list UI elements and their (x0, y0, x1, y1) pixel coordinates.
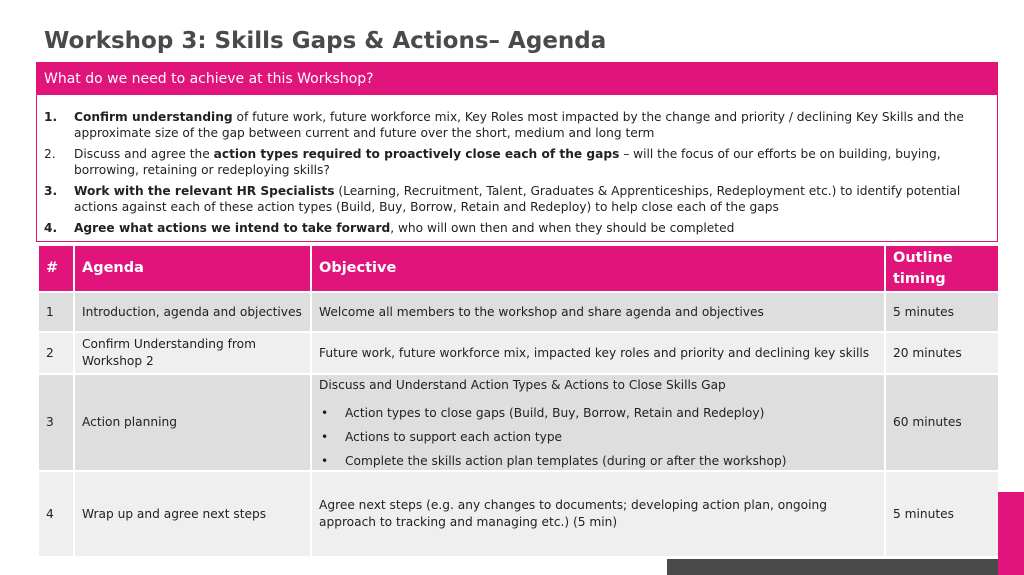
footer-pink-accent (998, 492, 1024, 575)
header-objective: Objective (311, 245, 885, 292)
header-agenda: Agenda (74, 245, 311, 292)
row-timing: 5 minutes (885, 471, 999, 557)
goal-item (37, 109, 997, 141)
row-number: 2 (38, 332, 74, 374)
row-number: 1 (38, 292, 74, 332)
goal-text: – will the focus of our efforts be on building, buying, borrowing, retaining or redeploying skills? (74, 147, 941, 177)
goal-emphasis: Agree what actions we intend to take forward (74, 221, 391, 235)
goal-item (37, 146, 997, 178)
goals-list (37, 109, 997, 241)
table-row (38, 332, 999, 374)
workshop-goals-box (36, 62, 998, 242)
objective-intro: Discuss and Understand Action Types & Actions to Close Skills Gap (319, 378, 726, 392)
page-title: Workshop 3: Skills Gaps & Actions– Agenda (44, 28, 607, 54)
goal-emphasis: action types required to proactively close each of the gaps (213, 147, 620, 161)
goals-heading: What do we need to achieve at this Workshop? (37, 63, 997, 95)
header-timing: Outline timing (885, 245, 999, 292)
goal-item (37, 183, 997, 215)
goal-number: 2. (44, 147, 56, 161)
goal-number: 1. (44, 110, 58, 124)
goal-emphasis: Work with the relevant HR Specialists (74, 184, 335, 198)
bullet-item: • Complete the skills action plan templates (during or after the workshop) (319, 453, 877, 470)
goal-text: of future work, future workforce mix, Key Roles most impacted by the change and priority / declining Key Skills and the approximate size of the gap between current and future over the short, medium and long term (74, 110, 964, 140)
row-objective: Welcome all members to the workshop and share agenda and objectives (311, 292, 885, 332)
row-timing: 5 minutes (885, 292, 999, 332)
goal-item (37, 220, 997, 236)
table-row (38, 374, 999, 471)
table-row (38, 471, 999, 557)
goal-text: (Learning, Recruitment, Talent, Graduates & Apprenticeships, Redeployment etc.) to identify potential actions against each of these action types (Build, Buy, Borrow, Retain and Redeploy) to help close each of the gaps (74, 184, 961, 214)
row-objective: Agree next steps (e.g. any changes to documents; developing action plan, ongoing approach to tracking and managing etc.) (5 min) (311, 471, 885, 557)
row-agenda: Action planning (74, 374, 311, 471)
bullet-item: • Action types to close gaps (Build, Buy, Borrow, Retain and Redeploy) (319, 405, 877, 422)
row-agenda: Introduction, agenda and objectives (74, 292, 311, 332)
objective-bullets (319, 405, 877, 470)
row-agenda: Confirm Understanding from Workshop 2 (74, 332, 311, 374)
row-timing: 20 minutes (885, 332, 999, 374)
table-header-row (38, 245, 999, 292)
row-timing: 60 minutes (885, 374, 999, 471)
bullet-item: • Actions to support each action type (319, 429, 877, 446)
goal-emphasis: Confirm understanding (74, 110, 233, 124)
agenda-table (37, 244, 1000, 558)
footer-gray-bar (667, 559, 1024, 575)
table-row (38, 292, 999, 332)
goal-number: 3. (44, 184, 58, 198)
goal-text: , who will own then and when they should be completed (390, 221, 735, 235)
row-number: 4 (38, 471, 74, 557)
row-objective (311, 374, 885, 471)
header-number: # (38, 245, 74, 292)
row-number: 3 (38, 374, 74, 471)
goal-pre: Discuss and agree the (74, 147, 214, 161)
row-agenda: Wrap up and agree next steps (74, 471, 311, 557)
goal-number: 4. (44, 221, 58, 235)
row-objective: Future work, future workforce mix, impacted key roles and priority and declining key skills (311, 332, 885, 374)
